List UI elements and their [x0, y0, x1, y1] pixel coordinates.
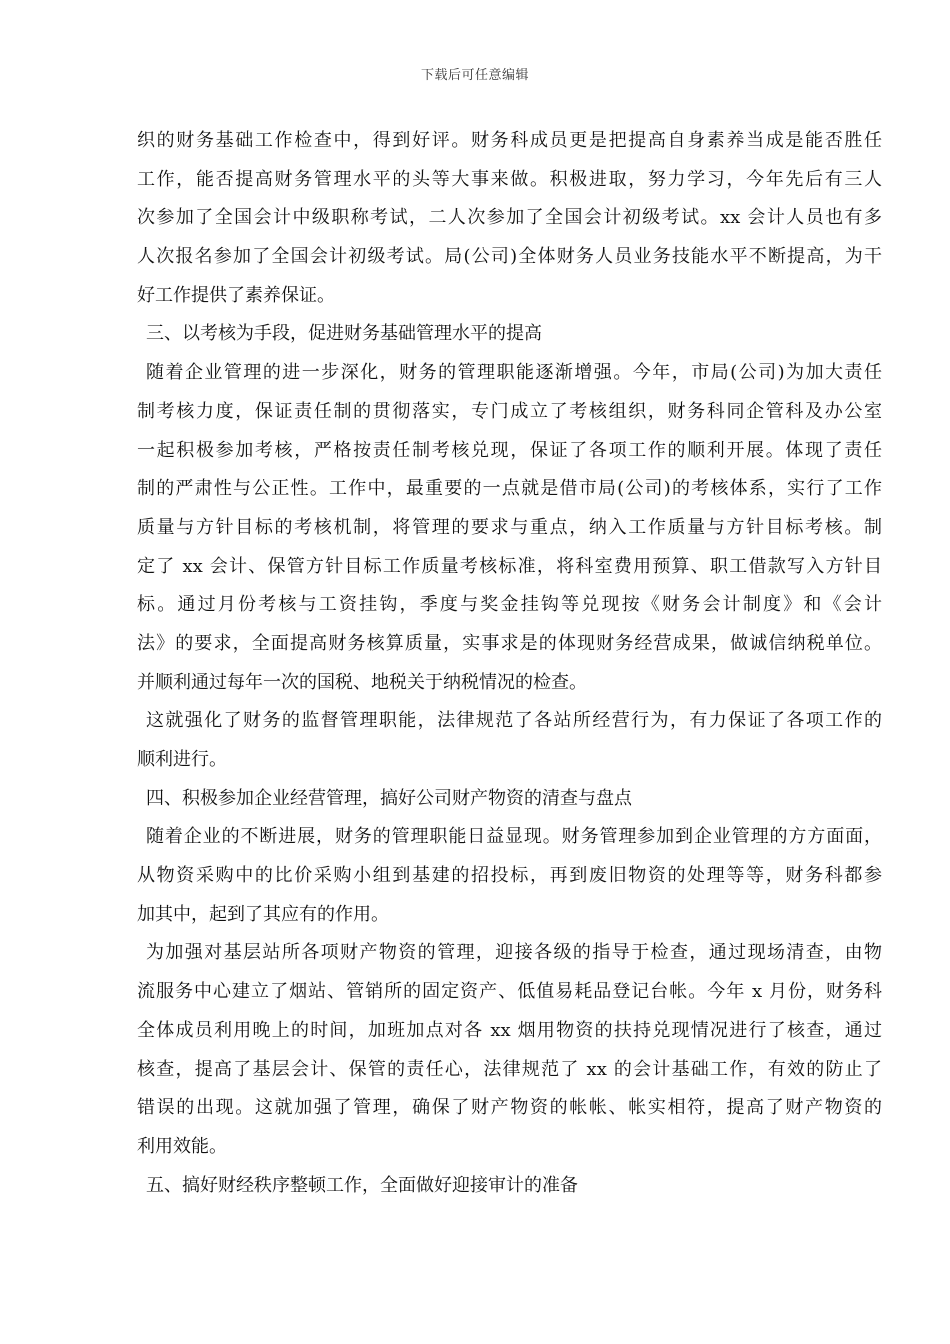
document-body: [137, 122, 882, 1205]
paragraph-line: 全体成员利用晚上的时间，加班加点对各 xx 烟用物资的扶持兑现情况进行了核查，通过: [137, 1019, 882, 1041]
paragraph-line: 标。通过月份考核与工资挂钩，季度与奖金挂钩等兑现按《财务会计制度》和《会计: [137, 594, 882, 616]
paragraph-line: 织的财务基础工作检查中，得到好评。财务科成员更是把提高自身素养当成是能否胜任: [137, 130, 882, 151]
paragraph-line: 并顺利通过每年一次的国税、地税关于纳税情况的检查。: [137, 671, 587, 693]
paragraph-line: 人次报名参加了全国会计初级考试。局(公司)全体财务人员业务技能水平不断提高，为干: [137, 246, 882, 268]
section-heading: 五、搞好财经秩序整顿工作，全面做好迎接审计的准备: [146, 1174, 578, 1196]
paragraph-line: 从物资采购中的比价采购小组到基建的招投标，再到废旧物资的处理等等，财务科都参: [137, 865, 882, 887]
paragraph-line: 定了 xx 会计、保管方针目标工作质量考核标准，将科室费用预算、职工借款写入方针目: [137, 555, 882, 577]
section-heading: 三、以考核为手段，促进财务基础管理水平的提高: [146, 323, 542, 345]
paragraph-line: 工作，能否提高财务管理水平的头等大事来做。积极进取，努力学习，今年先后有三人: [137, 168, 882, 190]
paragraph-line: 顺利进行。: [137, 749, 227, 770]
paragraph-line: 质量与方针目标的考核机制，将管理的要求与重点，纳入工作质量与方针目标考核。制: [137, 516, 882, 538]
paragraph-line: 核查，提高了基层会计、保管的责任心，法律规范了 xx 的会计基础工作，有效的防止了: [137, 1058, 882, 1080]
paragraph-line: 法》的要求，全面提高财务核算质量，实事求是的体现财务经营成果，做诚信纳税单位。: [137, 632, 882, 654]
paragraph-line: 制考核力度，保证责任制的贯彻落实，专门成立了考核组织，财务科同企管科及办公室: [137, 400, 882, 422]
paragraph-line: 为加强对基层站所各项财产物资的管理，迎接各级的指导于检查，通过现场清查，由物: [146, 942, 882, 964]
paragraph-line: 制的严肃性与公正性。工作中，最重要的一点就是借市局(公司)的考核体系，实行了工作: [137, 478, 882, 500]
paragraph-line: 流服务中心建立了烟站、管销所的固定资产、低值易耗品登记台帐。今年 x 月份，财务科: [137, 981, 882, 1003]
paragraph-line: 随着企业的不断进展，财务的管理职能日益显现。财务管理参加到企业管理的方方面面，: [146, 826, 882, 848]
paragraph-line: 一起积极参加考核，严格按责任制考核兑现，保证了各项工作的顺利开展。体现了责任: [137, 439, 882, 461]
paragraph-line: 加其中，起到了其应有的作用。: [137, 903, 389, 925]
section-heading: 四、积极参加企业经营管理，搞好公司财产物资的清查与盘点: [146, 787, 632, 809]
paragraph-line: 错误的出现。这就加强了管理，确保了财产物资的帐帐、帐实相符，提高了财产物资的: [137, 1097, 882, 1119]
paragraph-line: 次参加了全国会计中级职称考试，二人次参加了全国会计初级考试。xx 会计人员也有多: [137, 207, 882, 229]
page-header: 下载后可任意编辑: [420, 68, 529, 83]
paragraph-line: 这就强化了财务的监督管理职能，法律规范了各站所经营行为，有力保证了各项工作的: [146, 710, 882, 732]
paragraph-line: 好工作提供了素养保证。: [137, 284, 335, 306]
paragraph-line: 利用效能。: [137, 1135, 227, 1157]
paragraph-line: 随着企业管理的进一步深化，财务的管理职能逐渐增强。今年，市局(公司)为加大责任: [146, 362, 882, 384]
